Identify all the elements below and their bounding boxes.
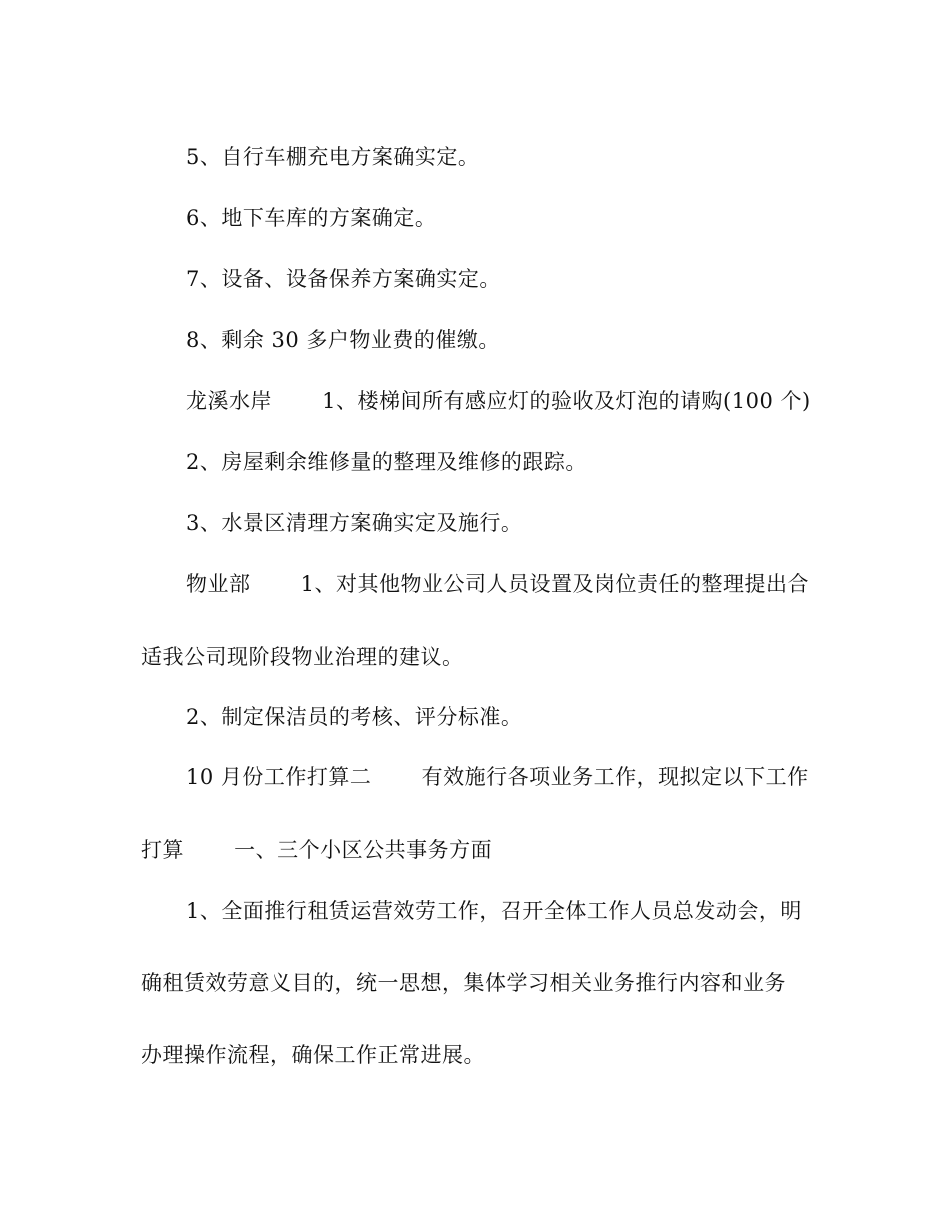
paragraph-line: 6、地下车库的方案确定。: [186, 206, 437, 230]
paragraph-line: 2、制定保洁员的考核、评分标准。: [186, 705, 523, 729]
paragraph-line: 8、剩余 30 多户物业费的催缴。: [186, 328, 500, 352]
paragraph-line: 确租赁效劳意义目的，统一思想，集体学习相关业务推行内容和业务: [141, 971, 786, 995]
paragraph-line: 物业部 1、对其他物业公司人员设置及岗位责任的整理提出合: [186, 572, 810, 596]
paragraph-line: 适我公司现阶段物业治理的建议。: [141, 645, 464, 669]
paragraph-line: 龙溪水岸 1、楼梯间所有感应灯的验收及灯泡的请购(100 个): [186, 389, 811, 413]
paragraph-line: 办理操作流程，确保工作正常进展。: [141, 1043, 485, 1067]
paragraph-line: 7、设备、设备保养方案确实定。: [186, 267, 501, 291]
paragraph-line: 2、房屋剩余维修量的整理及维修的跟踪。: [186, 450, 587, 474]
paragraph-line: 3、水景区清理方案确实定及施行。: [186, 511, 523, 535]
paragraph-line: 10 月份工作打算二 有效施行各项业务工作，现拟定以下工作: [186, 765, 809, 789]
paragraph-line: 1、全面推行租赁运营效劳工作，召开全体工作人员总发动会，明: [186, 899, 802, 923]
paragraph-line: 打算 一、三个小区公共事务方面: [141, 838, 493, 862]
paragraph-line: 5、自行车棚充电方案确实定。: [186, 145, 480, 169]
